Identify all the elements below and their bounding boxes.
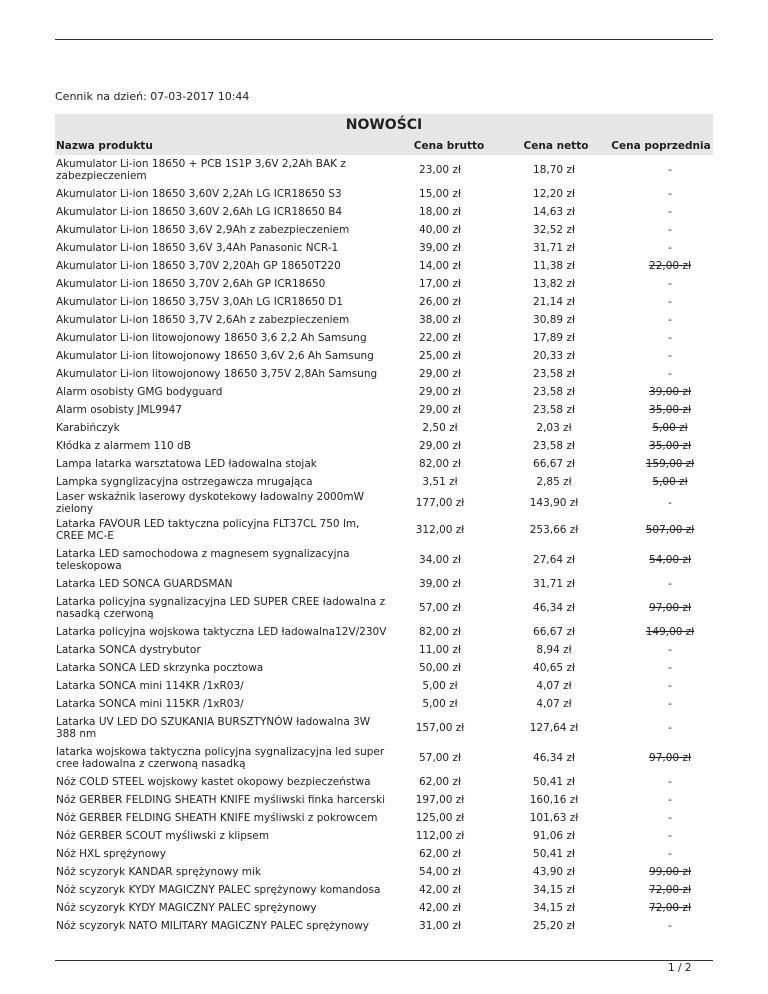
price-net: 17,89 zł: [533, 332, 575, 344]
product-name: Nóż scyzoryk KANDAR sprężynowy mik: [56, 866, 262, 878]
price-net: 43,90 zł: [533, 866, 575, 878]
price-gross: 5,00 zł: [422, 698, 458, 710]
product-name: Latarka SONCA mini 115KR /1xR03/: [56, 698, 244, 710]
price-net: 34,15 zł: [533, 884, 575, 896]
price-net: 25,20 zł: [533, 920, 575, 932]
price-gross: 54,00 zł: [419, 866, 461, 878]
price-previous: -: [668, 644, 672, 656]
price-gross: 22,00 zł: [419, 332, 461, 344]
price-net: 21,14 zł: [533, 296, 575, 308]
price-previous: -: [668, 278, 672, 290]
price-gross: 42,00 zł: [419, 902, 461, 914]
table-row: [55, 695, 713, 713]
table-row: [55, 401, 713, 419]
product-name: Akumulator Li-ion 18650 + PCB 1S1P 3,6V 2,2Ah BAK z zabezpieczeniem: [56, 158, 346, 182]
price-previous: -: [668, 164, 672, 176]
product-name: Akumulator Li-ion 18650 3,6V 3,4Ah Panasonic NCR-1: [56, 242, 339, 254]
product-name: Karabińczyk: [56, 422, 120, 434]
header-rule: [55, 39, 713, 40]
product-name: Latarka UV LED DO SZUKANIA BURSZTYNÓW ładowalna 3W 388 nm: [56, 716, 371, 740]
product-name: Alarm osobisty JML9947: [56, 404, 182, 416]
price-net: 18,70 zł: [533, 164, 575, 176]
price-net: 23,58 zł: [533, 386, 575, 398]
price-net: 4,07 zł: [536, 680, 572, 692]
table-row: [55, 347, 713, 365]
price-gross: 29,00 zł: [419, 368, 461, 380]
table-row: [55, 365, 713, 383]
price-net: 91,06 zł: [533, 830, 575, 842]
product-name: Akumulator Li-ion litowojonowy 18650 3,6 2,2 Ah Samsung: [56, 332, 367, 344]
table-row: [55, 437, 713, 455]
table-row: [55, 881, 713, 899]
price-previous: 99,00 zł: [649, 866, 691, 878]
product-name: Nóż COLD STEEL wojskowy kastet okopowy bezpieczeństwa: [56, 776, 371, 788]
price-previous: 97,00 zł: [649, 752, 691, 764]
price-previous: 97,00 zł: [649, 602, 691, 614]
product-name: Akumulator Li-ion litowojonowy 18650 3,75V 2,8Ah Samsung: [56, 368, 378, 380]
price-previous: 5,00 zł: [652, 422, 688, 434]
product-name: Nóż scyzoryk NATO MILITARY MAGICZNY PALEC sprężynowy: [56, 920, 369, 932]
price-previous: -: [668, 722, 672, 734]
price-net: 30,89 zł: [533, 314, 575, 326]
table-row: [55, 185, 713, 203]
table-row: [55, 863, 713, 881]
column-header-netto: Cena netto: [503, 136, 609, 155]
table-row: [55, 329, 713, 347]
price-previous: -: [668, 680, 672, 692]
price-previous: 35,00 zł: [649, 440, 691, 452]
column-header-name: Nazwa produktu: [55, 136, 395, 155]
price-previous: -: [668, 662, 672, 674]
price-previous: 5,00 zł: [652, 476, 688, 488]
product-name: Akumulator Li-ion 18650 3,60V 2,6Ah LG ICR18650 B4: [56, 206, 343, 218]
price-gross: 82,00 zł: [419, 626, 461, 638]
price-gross: 5,00 zł: [422, 680, 458, 692]
price-previous: 149,00 zł: [645, 626, 695, 638]
price-gross: 39,00 zł: [419, 242, 461, 254]
price-table: [55, 136, 713, 935]
price-previous: -: [668, 242, 672, 254]
price-net: 253,66 zł: [529, 524, 579, 536]
table-row: [55, 593, 713, 623]
price-previous: -: [668, 206, 672, 218]
table-row: [55, 791, 713, 809]
price-net: 127,64 zł: [529, 722, 579, 734]
price-gross: 197,00 zł: [415, 794, 465, 806]
product-name: Nóż scyzoryk KYDY MAGICZNY PALEC sprężynowy: [56, 902, 317, 914]
price-previous: -: [668, 314, 672, 326]
table-row: [55, 623, 713, 641]
table-row: [55, 239, 713, 257]
price-net: 143,90 zł: [529, 497, 579, 509]
price-net: 23,58 zł: [533, 440, 575, 452]
footer-rule: [55, 960, 713, 961]
table-row: [55, 383, 713, 401]
price-net: 66,67 zł: [533, 626, 575, 638]
price-net: 31,71 zł: [533, 578, 575, 590]
table-row: [55, 257, 713, 275]
product-name: Nóż HXL sprężynowy: [56, 848, 166, 860]
price-gross: 2,50 zł: [422, 422, 458, 434]
price-gross: 11,00 zł: [419, 644, 461, 656]
price-gross: 57,00 zł: [419, 752, 461, 764]
price-net: 2,03 zł: [536, 422, 572, 434]
price-previous: -: [668, 794, 672, 806]
price-gross: 31,00 zł: [419, 920, 461, 932]
price-gross: 50,00 zł: [419, 662, 461, 674]
table-header-row: [55, 136, 713, 155]
price-net: 20,33 zł: [533, 350, 575, 362]
price-previous: 35,00 zł: [649, 404, 691, 416]
price-net: 160,16 zł: [529, 794, 579, 806]
table-row: [55, 455, 713, 473]
table-row: [55, 275, 713, 293]
table-row: [55, 659, 713, 677]
table-row: [55, 515, 713, 545]
table-row: [55, 809, 713, 827]
price-net: 23,58 zł: [533, 404, 575, 416]
price-previous: 54,00 zł: [649, 554, 691, 566]
table-row: [55, 713, 713, 743]
price-previous: 507,00 zł: [645, 524, 695, 536]
price-gross: 18,00 zł: [419, 206, 461, 218]
product-name: Latarka FAVOUR LED taktyczna policyjna FLT37CL 750 lm, CREE MC-E: [56, 518, 360, 542]
product-name: Latarka LED SONCA GUARDSMAN: [56, 578, 233, 590]
price-previous: -: [668, 296, 672, 308]
price-gross: 34,00 zł: [419, 554, 461, 566]
price-previous: 72,00 zł: [649, 884, 691, 896]
price-net: 12,20 zł: [533, 188, 575, 200]
table-row: [55, 575, 713, 593]
table-row: [55, 203, 713, 221]
price-gross: 29,00 zł: [419, 404, 461, 416]
price-gross: 15,00 zł: [419, 188, 461, 200]
price-list-date: Cennik na dzień: 07-03-2017 10:44: [55, 90, 250, 103]
product-name: Akumulator Li-ion 18650 3,70V 2,20Ah GP 18650T220: [56, 260, 341, 272]
product-name: Nóż GERBER FELDING SHEATH KNIFE myśliwski z pokrowcem: [56, 812, 378, 824]
product-name: Nóż scyzoryk KYDY MAGICZNY PALEC sprężynowy komandosa: [56, 884, 381, 896]
price-gross: 112,00 zł: [415, 830, 465, 842]
price-gross: 29,00 zł: [419, 440, 461, 452]
price-gross: 39,00 zł: [419, 578, 461, 590]
table-row: [55, 845, 713, 863]
price-net: 14,63 zł: [533, 206, 575, 218]
price-net: 66,67 zł: [533, 458, 575, 470]
price-previous: -: [668, 920, 672, 932]
price-net: 4,07 zł: [536, 698, 572, 710]
price-net: 34,15 zł: [533, 902, 575, 914]
product-name: Kłódka z alarmem 110 dB: [56, 440, 191, 452]
price-net: 32,52 zł: [533, 224, 575, 236]
price-net: 11,38 zł: [533, 260, 575, 272]
product-name: Akumulator Li-ion litowojonowy 18650 3,6V 2,6 Ah Samsung: [56, 350, 374, 362]
product-name: Nóż GERBER SCOUT myśliwski z klipsem: [56, 830, 270, 842]
table-row: [55, 155, 713, 185]
price-net: 50,41 zł: [533, 776, 575, 788]
price-gross: 42,00 zł: [419, 884, 461, 896]
product-name: Latarka policyjna sygnalizacyjna LED SUPER CREE ładowalna z nasadką czerwoną: [56, 596, 386, 620]
price-net: 8,94 zł: [536, 644, 572, 656]
product-name: Alarm osobisty GMG bodyguard: [56, 386, 223, 398]
price-previous: -: [668, 224, 672, 236]
price-previous: 39,00 zł: [649, 386, 691, 398]
table-row: [55, 827, 713, 845]
price-previous: 22,00 zł: [649, 260, 691, 272]
price-previous: -: [668, 578, 672, 590]
price-previous: -: [668, 368, 672, 380]
product-name: Nóż GERBER FELDING SHEATH KNIFE myśliwski finka harcerski: [56, 794, 386, 806]
price-previous: -: [668, 848, 672, 860]
table-row: [55, 491, 713, 515]
table-row: [55, 311, 713, 329]
price-previous: -: [668, 776, 672, 788]
price-net: 2,85 zł: [536, 476, 572, 488]
table-row: [55, 773, 713, 791]
product-name: Latarka SONCA LED skrzynka pocztowa: [56, 662, 264, 674]
page-number: 1 / 2: [668, 962, 692, 974]
price-net: 46,34 zł: [533, 752, 575, 764]
price-previous: 159,00 zł: [645, 458, 695, 470]
price-previous: -: [668, 698, 672, 710]
price-previous: -: [668, 332, 672, 344]
price-gross: 62,00 zł: [419, 848, 461, 860]
product-name: Akumulator Li-ion 18650 3,7V 2,6Ah z zabezpieczeniem: [56, 314, 350, 326]
product-name: Lampa latarka warsztatowa LED ładowalna stojak: [56, 458, 317, 470]
product-name: Lampka sygnglizacyjna ostrzegawcza mrugająca: [56, 476, 313, 488]
price-gross: 25,00 zł: [419, 350, 461, 362]
column-header-previous: Cena poprzednia: [609, 136, 713, 155]
price-net: 13,82 zł: [533, 278, 575, 290]
price-gross: 23,00 zł: [419, 164, 461, 176]
product-name: Latarka SONCA mini 114KR /1xR03/: [56, 680, 244, 692]
price-net: 101,63 zł: [529, 812, 579, 824]
price-gross: 125,00 zł: [415, 812, 465, 824]
price-gross: 40,00 zł: [419, 224, 461, 236]
price-gross: 82,00 zł: [419, 458, 461, 470]
column-header-brutto: Cena brutto: [395, 136, 503, 155]
price-net: 50,41 zł: [533, 848, 575, 860]
price-gross: 38,00 zł: [419, 314, 461, 326]
table-body: [55, 155, 713, 935]
table-row: [55, 473, 713, 491]
price-net: 23,58 zł: [533, 368, 575, 380]
table-row: [55, 641, 713, 659]
price-net: 40,65 zł: [533, 662, 575, 674]
price-gross: 312,00 zł: [415, 524, 465, 536]
product-name: Latarka LED samochodowa z magnesem sygnalizacyjna teleskopowa: [56, 548, 350, 572]
table-row: [55, 419, 713, 437]
price-gross: 57,00 zł: [419, 602, 461, 614]
table-row: [55, 677, 713, 695]
product-name: Latarka SONCA dystrybutor: [56, 644, 201, 656]
price-table-section: [55, 114, 713, 935]
product-name: latarka wojskowa taktyczna policyjna sygnalizacyjna led super cree ładowalna z czerwoną nasadką: [56, 746, 385, 770]
price-net: 31,71 zł: [533, 242, 575, 254]
price-previous: -: [668, 350, 672, 362]
price-net: 46,34 zł: [533, 602, 575, 614]
price-gross: 157,00 zł: [415, 722, 465, 734]
table-row: [55, 293, 713, 311]
product-name: Akumulator Li-ion 18650 3,6V 2,9Ah z zabezpieczeniem: [56, 224, 350, 236]
table-row: [55, 899, 713, 917]
price-previous: -: [668, 188, 672, 200]
price-gross: 3,51 zł: [422, 476, 458, 488]
price-gross: 26,00 zł: [419, 296, 461, 308]
product-name: Akumulator Li-ion 18650 3,75V 3,0Ah LG ICR18650 D1: [56, 296, 343, 308]
price-gross: 29,00 zł: [419, 386, 461, 398]
price-gross: 177,00 zł: [415, 497, 465, 509]
table-row: [55, 743, 713, 773]
price-previous: -: [668, 497, 672, 509]
price-previous: -: [668, 830, 672, 842]
product-name: Akumulator Li-ion 18650 3,70V 2,6Ah GP ICR18650: [56, 278, 326, 290]
price-net: 27,64 zł: [533, 554, 575, 566]
product-name: Latarka policyjna wojskowa taktyczna LED ładowalna12V/230V: [56, 626, 387, 638]
section-title: NOWOŚCI: [55, 114, 713, 136]
price-previous: 72,00 zł: [649, 902, 691, 914]
price-gross: 14,00 zł: [419, 260, 461, 272]
price-previous: -: [668, 812, 672, 824]
price-gross: 17,00 zł: [419, 278, 461, 290]
table-row: [55, 545, 713, 575]
price-gross: 62,00 zł: [419, 776, 461, 788]
table-row: [55, 221, 713, 239]
product-name: Akumulator Li-ion 18650 3,60V 2,2Ah LG ICR18650 S3: [56, 188, 342, 200]
table-row: [55, 917, 713, 935]
product-name: Laser wskaźnik laserowy dyskotekowy ładowalny 2000mW zielony: [56, 491, 365, 515]
